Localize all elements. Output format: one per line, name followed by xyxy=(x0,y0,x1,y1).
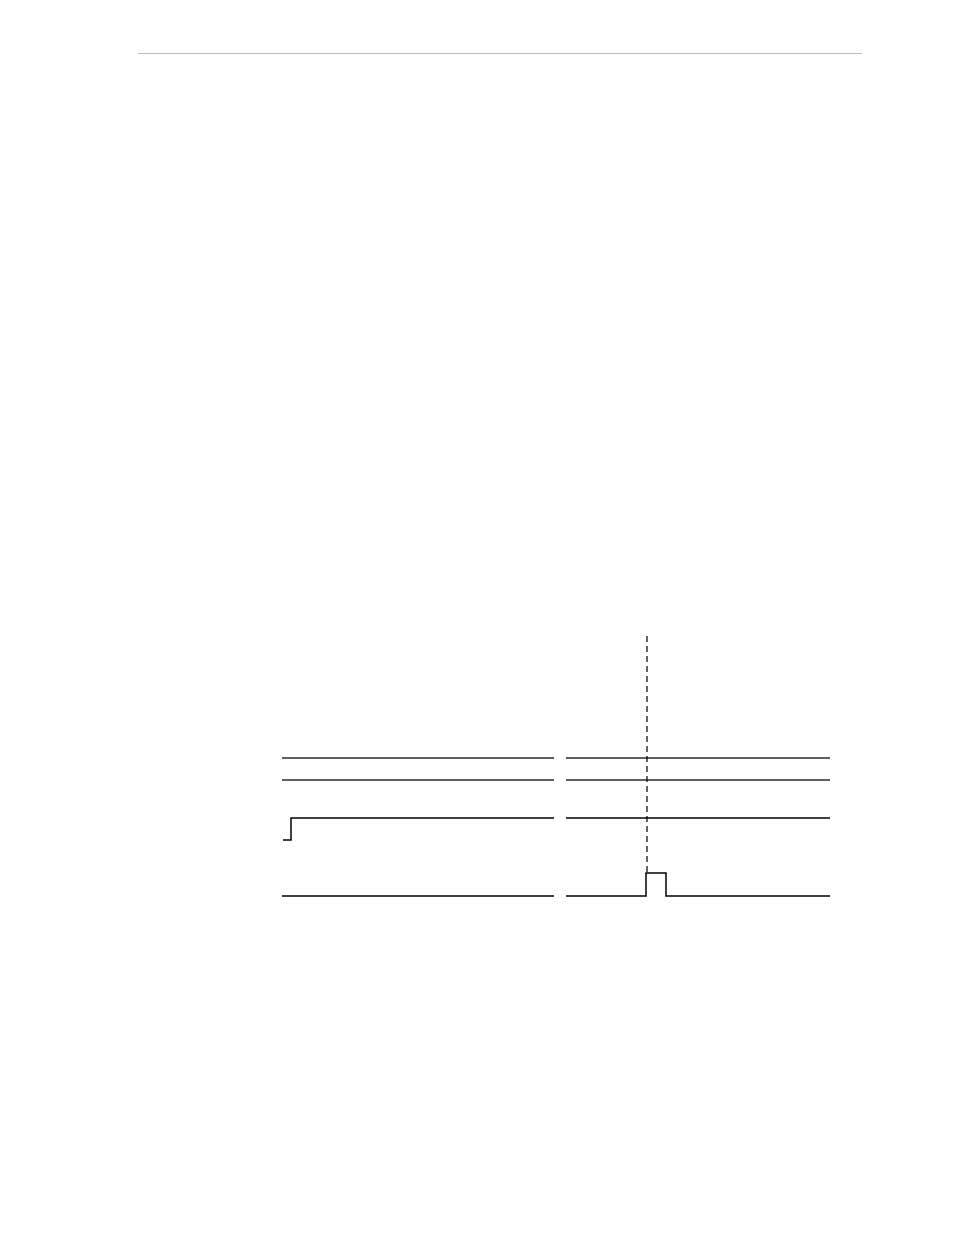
tce01-waveform xyxy=(283,818,830,840)
cr01-bus xyxy=(282,758,830,780)
inttm01-waveform xyxy=(282,873,830,896)
